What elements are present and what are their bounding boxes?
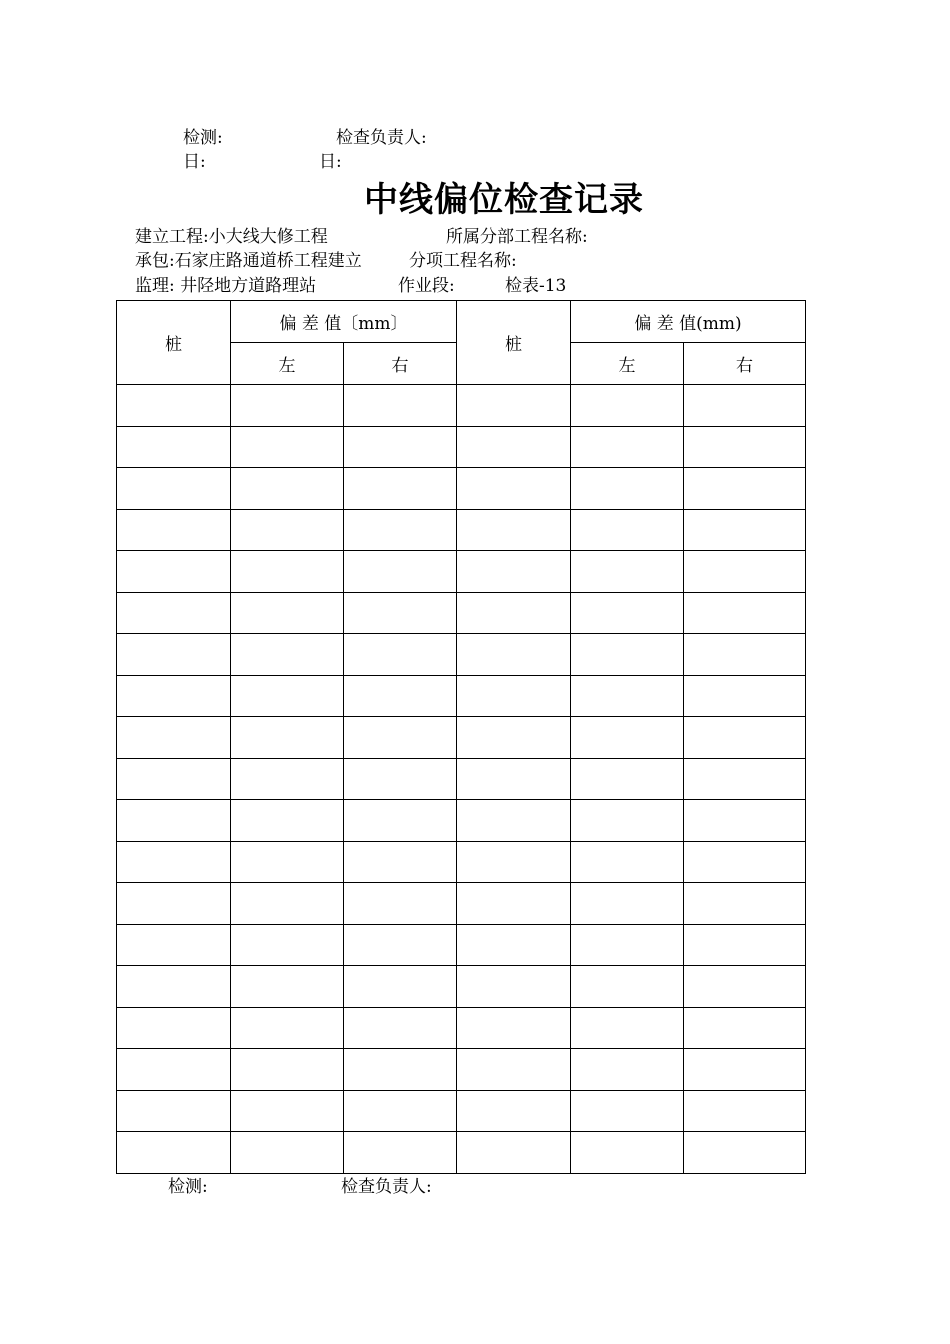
table-cell[interactable] [571,924,684,966]
table-cell[interactable] [231,426,344,468]
table-cell[interactable] [684,1007,806,1049]
table-cell[interactable] [231,883,344,925]
table-row [117,1132,806,1174]
subdivision-name: 所属分部工程名称: [446,227,588,247]
stake-header: 桩 [117,301,231,385]
table-row [117,1090,806,1132]
table-cell[interactable] [457,634,571,676]
table-cell[interactable] [684,1049,806,1091]
table-cell[interactable] [684,966,806,1008]
table-cell[interactable] [684,675,806,717]
table-cell[interactable] [344,509,457,551]
table-cell[interactable] [117,1132,231,1174]
responsible-label: 检查负责人: [336,128,427,148]
table-cell[interactable] [457,717,571,759]
item-name: 分项工程名称: [409,251,517,271]
table-cell[interactable] [571,634,684,676]
deviation-header-left: 偏 差 值〔mm〕 [231,301,457,343]
table-row [117,883,806,925]
table-cell[interactable] [684,385,806,427]
table-cell[interactable] [571,468,684,510]
table-cell[interactable] [684,634,806,676]
table-row [117,551,806,593]
table-cell[interactable] [117,551,231,593]
table-cell[interactable] [344,883,457,925]
deviation-table [116,300,806,1174]
table-row [117,966,806,1008]
table-cell[interactable] [231,675,344,717]
table-cell[interactable] [344,675,457,717]
table-cell[interactable] [571,592,684,634]
right-col-header: 右 [344,343,457,385]
left-col-header: 左 [231,343,344,385]
table-cell[interactable] [571,551,684,593]
table-cell[interactable] [117,800,231,842]
table-row [117,509,806,551]
table-cell[interactable] [344,1132,457,1174]
table-cell[interactable] [344,717,457,759]
table-cell[interactable] [117,675,231,717]
table-cell[interactable] [684,758,806,800]
work-section: 作业段: [398,276,455,296]
supervisor-name: 监理: 井陉地方道路理站 [135,276,317,296]
table-cell[interactable] [231,1049,344,1091]
form-number: 检表-13 [505,276,567,296]
table-row [117,841,806,883]
table-cell[interactable] [344,1090,457,1132]
table-cell[interactable] [684,717,806,759]
table-cell[interactable] [344,924,457,966]
table-cell[interactable] [344,1049,457,1091]
contractor-name: 承包:石家庄路通道桥工程建立 [135,251,362,271]
footer-responsible-label: 检查负责人: [341,1177,432,1197]
table-cell[interactable] [571,1007,684,1049]
table-cell[interactable] [571,385,684,427]
table-cell[interactable] [231,592,344,634]
table-cell[interactable] [457,758,571,800]
table-cell[interactable] [231,841,344,883]
table-cell[interactable] [571,800,684,842]
table-cell[interactable] [344,966,457,1008]
table-cell[interactable] [344,468,457,510]
table-cell[interactable] [457,883,571,925]
table-cell[interactable] [117,966,231,1008]
table-cell[interactable] [457,551,571,593]
table-cell[interactable] [571,675,684,717]
table-cell[interactable] [117,468,231,510]
table-row [117,634,806,676]
table-cell[interactable] [684,509,806,551]
table-row [117,426,806,468]
table-cell[interactable] [571,509,684,551]
table-row [117,800,806,842]
table-cell[interactable] [231,966,344,1008]
table-row [117,1049,806,1091]
table-cell[interactable] [344,426,457,468]
table-cell[interactable] [457,1007,571,1049]
table-cell[interactable] [231,758,344,800]
stake-header-2: 桩 [457,301,571,385]
table-cell[interactable] [684,468,806,510]
table-cell[interactable] [344,1007,457,1049]
table-cell[interactable] [684,1132,806,1174]
table-cell[interactable] [231,509,344,551]
deviation-header-right: 偏 差 值(mm) [571,301,806,343]
table-cell[interactable] [231,1132,344,1174]
table-cell[interactable] [457,509,571,551]
table-cell[interactable] [457,675,571,717]
table-cell[interactable] [457,385,571,427]
table-cell[interactable] [231,468,344,510]
table-row [117,385,806,427]
left-col-header-2: 左 [571,343,684,385]
table-cell[interactable] [117,924,231,966]
table-cell[interactable] [117,1049,231,1091]
table-row [117,592,806,634]
table-cell[interactable] [117,1007,231,1049]
table-cell[interactable] [231,634,344,676]
table-cell[interactable] [457,592,571,634]
table-cell[interactable] [684,592,806,634]
table-cell[interactable] [684,1090,806,1132]
table-cell[interactable] [571,1049,684,1091]
table-cell[interactable] [457,800,571,842]
table-cell[interactable] [344,592,457,634]
table-cell[interactable] [684,883,806,925]
table-cell[interactable] [344,800,457,842]
table-cell[interactable] [117,717,231,759]
table-cell[interactable] [231,1007,344,1049]
table-cell[interactable] [117,841,231,883]
table-cell[interactable] [571,883,684,925]
table-cell[interactable] [344,551,457,593]
table-cell[interactable] [457,1049,571,1091]
table-row [117,1007,806,1049]
table-cell[interactable] [457,924,571,966]
table-cell[interactable] [231,551,344,593]
table-cell[interactable] [344,385,457,427]
table-cell[interactable] [117,592,231,634]
project-name: 建立工程:小大线大修工程 [135,227,328,247]
table-cell[interactable] [571,717,684,759]
table-cell[interactable] [117,1090,231,1132]
table-cell[interactable] [684,551,806,593]
table-cell[interactable] [684,426,806,468]
table-cell[interactable] [457,1090,571,1132]
table-cell[interactable] [457,426,571,468]
date-label-left: 日: [183,152,206,172]
table-cell[interactable] [571,426,684,468]
table-cell[interactable] [571,966,684,1008]
table-row [117,675,806,717]
table-cell[interactable] [571,1132,684,1174]
table-row [117,717,806,759]
table-cell[interactable] [344,634,457,676]
table-cell[interactable] [117,634,231,676]
table-cell[interactable] [457,966,571,1008]
table-cell[interactable] [571,841,684,883]
table-cell[interactable] [457,468,571,510]
table-cell[interactable] [344,841,457,883]
date-label-right: 日: [319,152,342,172]
table-cell[interactable] [117,883,231,925]
right-col-header-2: 右 [684,343,806,385]
table-cell[interactable] [684,924,806,966]
table-row [117,758,806,800]
table-cell[interactable] [231,800,344,842]
inspector-label: 检测: [183,128,223,148]
table-cell[interactable] [117,426,231,468]
table-cell[interactable] [231,385,344,427]
table-row [117,924,806,966]
table-cell[interactable] [231,1090,344,1132]
table-cell[interactable] [684,800,806,842]
table-cell[interactable] [231,924,344,966]
table-cell[interactable] [684,841,806,883]
table-cell[interactable] [457,1132,571,1174]
table-cell[interactable] [231,717,344,759]
table-cell[interactable] [457,841,571,883]
table-cell[interactable] [117,758,231,800]
footer-inspector-label: 检测: [168,1177,208,1197]
table-cell[interactable] [571,758,684,800]
table-cell[interactable] [571,1090,684,1132]
table-cell[interactable] [344,758,457,800]
table-cell[interactable] [117,385,231,427]
table-row [117,468,806,510]
page-title: 中线偏位检查记录 [364,180,644,220]
table-cell[interactable] [117,509,231,551]
